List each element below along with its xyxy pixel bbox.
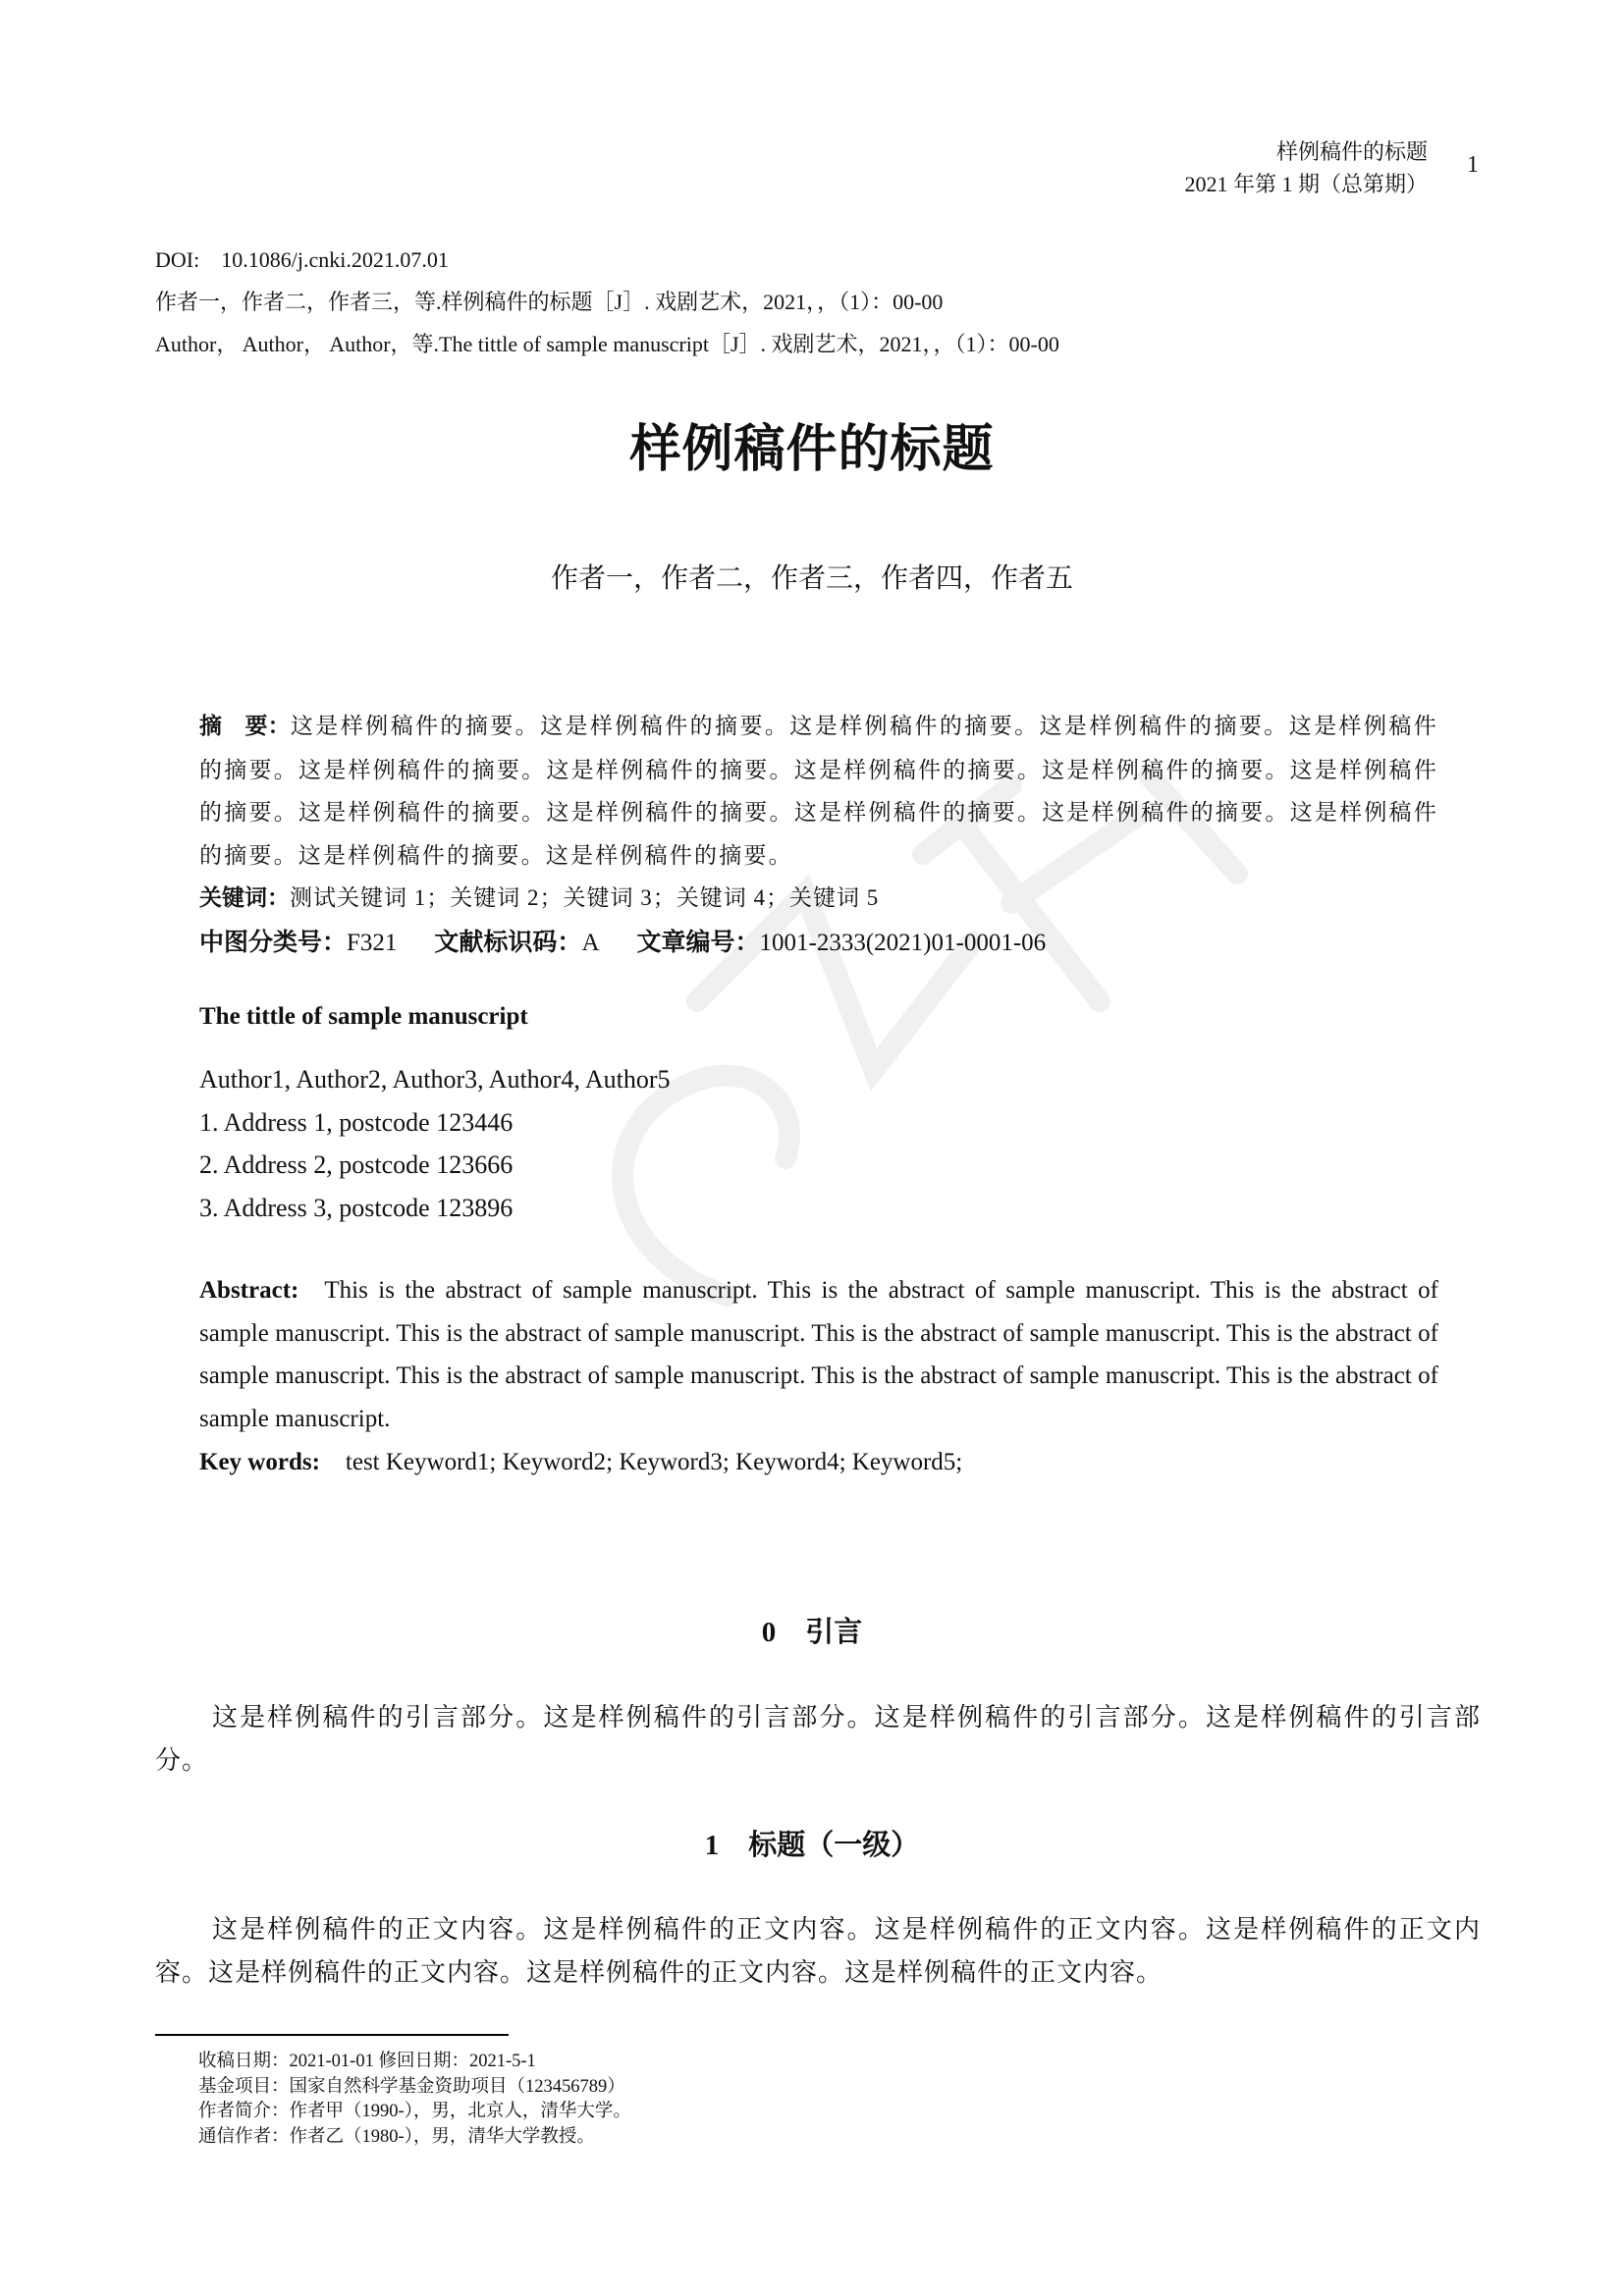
abstract-cn (199, 705, 1438, 964)
running-head (1184, 135, 1428, 200)
keywords-cn-label: 关键词： (199, 885, 290, 911)
abstract-cn-paragraph (199, 705, 1438, 877)
keywords-cn-text: 测试关键词 1；关键词 2；关键词 3；关键词 4；关键词 5 (290, 885, 880, 910)
footnote-divider (155, 2034, 509, 2036)
section-number: 0 (761, 1617, 777, 1648)
page-number: 1 (1467, 152, 1479, 178)
section-number: 1 (704, 1830, 720, 1861)
en-reference: Author， Author， Author，等.The tittle of sample manuscript［J］. 戏剧艺术，2021，，（1）：00-00 (155, 332, 1059, 356)
section-heading-0 (0, 1610, 1624, 1650)
address-2: 2. Address 2, postcode 123666 (199, 1150, 514, 1179)
abstract-cn-text: 这是样例稿件的摘要。这是样例稿件的摘要。这是样例稿件的摘要。这是样例稿件的摘要。这是样例稿件的摘要。这是样例稿件的摘要。这是样例稿件的摘要。这是样例稿件的摘要。这是样例稿件的摘要。这是样例稿件的摘要。这是样例稿件的摘要。这是样例稿件的摘要。这是样例稿件的摘要。这是样例稿件的摘要。这是样例稿件的摘要。这是样例稿件的摘要。这是样例稿件的摘要。 (199, 714, 1439, 868)
footnote-funding: 基金项目：国家自然科学基金资助项目（123456789） (198, 2076, 625, 2097)
doi-label: DOI: (155, 247, 200, 272)
footnote-author-bio: 作者简介：作者甲（1990-），男，北京人，清华大学。 (198, 2102, 631, 2121)
doi-line (155, 239, 1059, 281)
keywords-cn (199, 877, 1438, 921)
address-1: 1. Address 1, postcode 123446 (199, 1107, 514, 1137)
doi-link[interactable]: 10.1086/j.cnki.2021.07.01 (221, 247, 449, 272)
abstract-en (199, 1269, 1438, 1484)
section-0-body: 这是样例稿件的引言部分。这是样例稿件的引言部分。这是样例稿件的引言部分。这是样例稿件的引言部分。 (155, 1703, 1481, 1775)
footnote-corresponding-author: 通信作者：作者乙（1980-），男，清华大学教授。 (198, 2126, 595, 2147)
running-head-title: 样例稿件的标题 (1275, 139, 1428, 164)
english-authors-block (199, 1058, 671, 1229)
section-title: 标题（一级） (748, 1828, 920, 1861)
section-1-body: 这是样例稿件的正文内容。这是样例稿件的正文内容。这是样例稿件的正文内容。这是样例稿件的正文内容。这是样例稿件的正文内容。这是样例稿件的正文内容。这是样例稿件的正文内容。 (155, 1915, 1481, 1987)
footnote-received-date: 收稿日期：2021-01-01 修回日期：2021-5-1 (198, 2052, 536, 2071)
article-no-label: 文章编号： (636, 927, 760, 956)
footnotes (198, 2050, 631, 2150)
abstract-en-text: This is the abstract of sample manuscript. This is the abstract of sample manuscript. This is the abstract of sample manuscript. This is the abstract of sample manuscript. This is the abstract of sample manuscript. This is the abstract of sample manuscript. This is the abstract of sample manuscript. This is the abstract of sample manuscript. This is the abstract of sample manuscript. (199, 1277, 1438, 1433)
doc-code-value: A (581, 929, 600, 956)
section-heading-1 (0, 1823, 1624, 1863)
doc-code-label: 文献标识码： (434, 927, 582, 956)
english-title: The tittle of sample manuscript (199, 1003, 528, 1030)
abstract-cn-label: 摘 要： (199, 714, 291, 739)
keywords-en-label: Key words: (199, 1448, 320, 1475)
cn-reference: 作者一，作者二，作者三，等.样例稿件的标题［J］. 戏剧艺术，2021，，（1）：00-00 (155, 290, 944, 314)
authors-cn: 作者一，作者二，作者三，作者四，作者五 (550, 563, 1073, 594)
classification-row (199, 921, 1438, 965)
running-head-issue: 2021 年第 1 期（总第期） (1184, 172, 1428, 196)
paper-title: 样例稿件的标题 (629, 420, 995, 479)
english-authors: Author1, Author2, Author3, Author4, Author5 (199, 1065, 671, 1094)
section-title: 引言 (805, 1615, 863, 1648)
abstract-en-paragraph (199, 1269, 1438, 1441)
article-no-value: 1001-2333(2021)01-0001-06 (759, 929, 1047, 956)
keywords-en-text: test Keyword1; Keyword2; Keyword3; Keyword4; Keyword5; (345, 1448, 963, 1475)
clc-label: 中图分类号： (199, 927, 348, 956)
abstract-en-label: Abstract: (199, 1277, 299, 1304)
keywords-en (199, 1441, 1438, 1484)
clc-value: F321 (347, 929, 398, 956)
address-3: 3. Address 3, postcode 123896 (199, 1193, 514, 1222)
citation-block (155, 239, 1059, 365)
